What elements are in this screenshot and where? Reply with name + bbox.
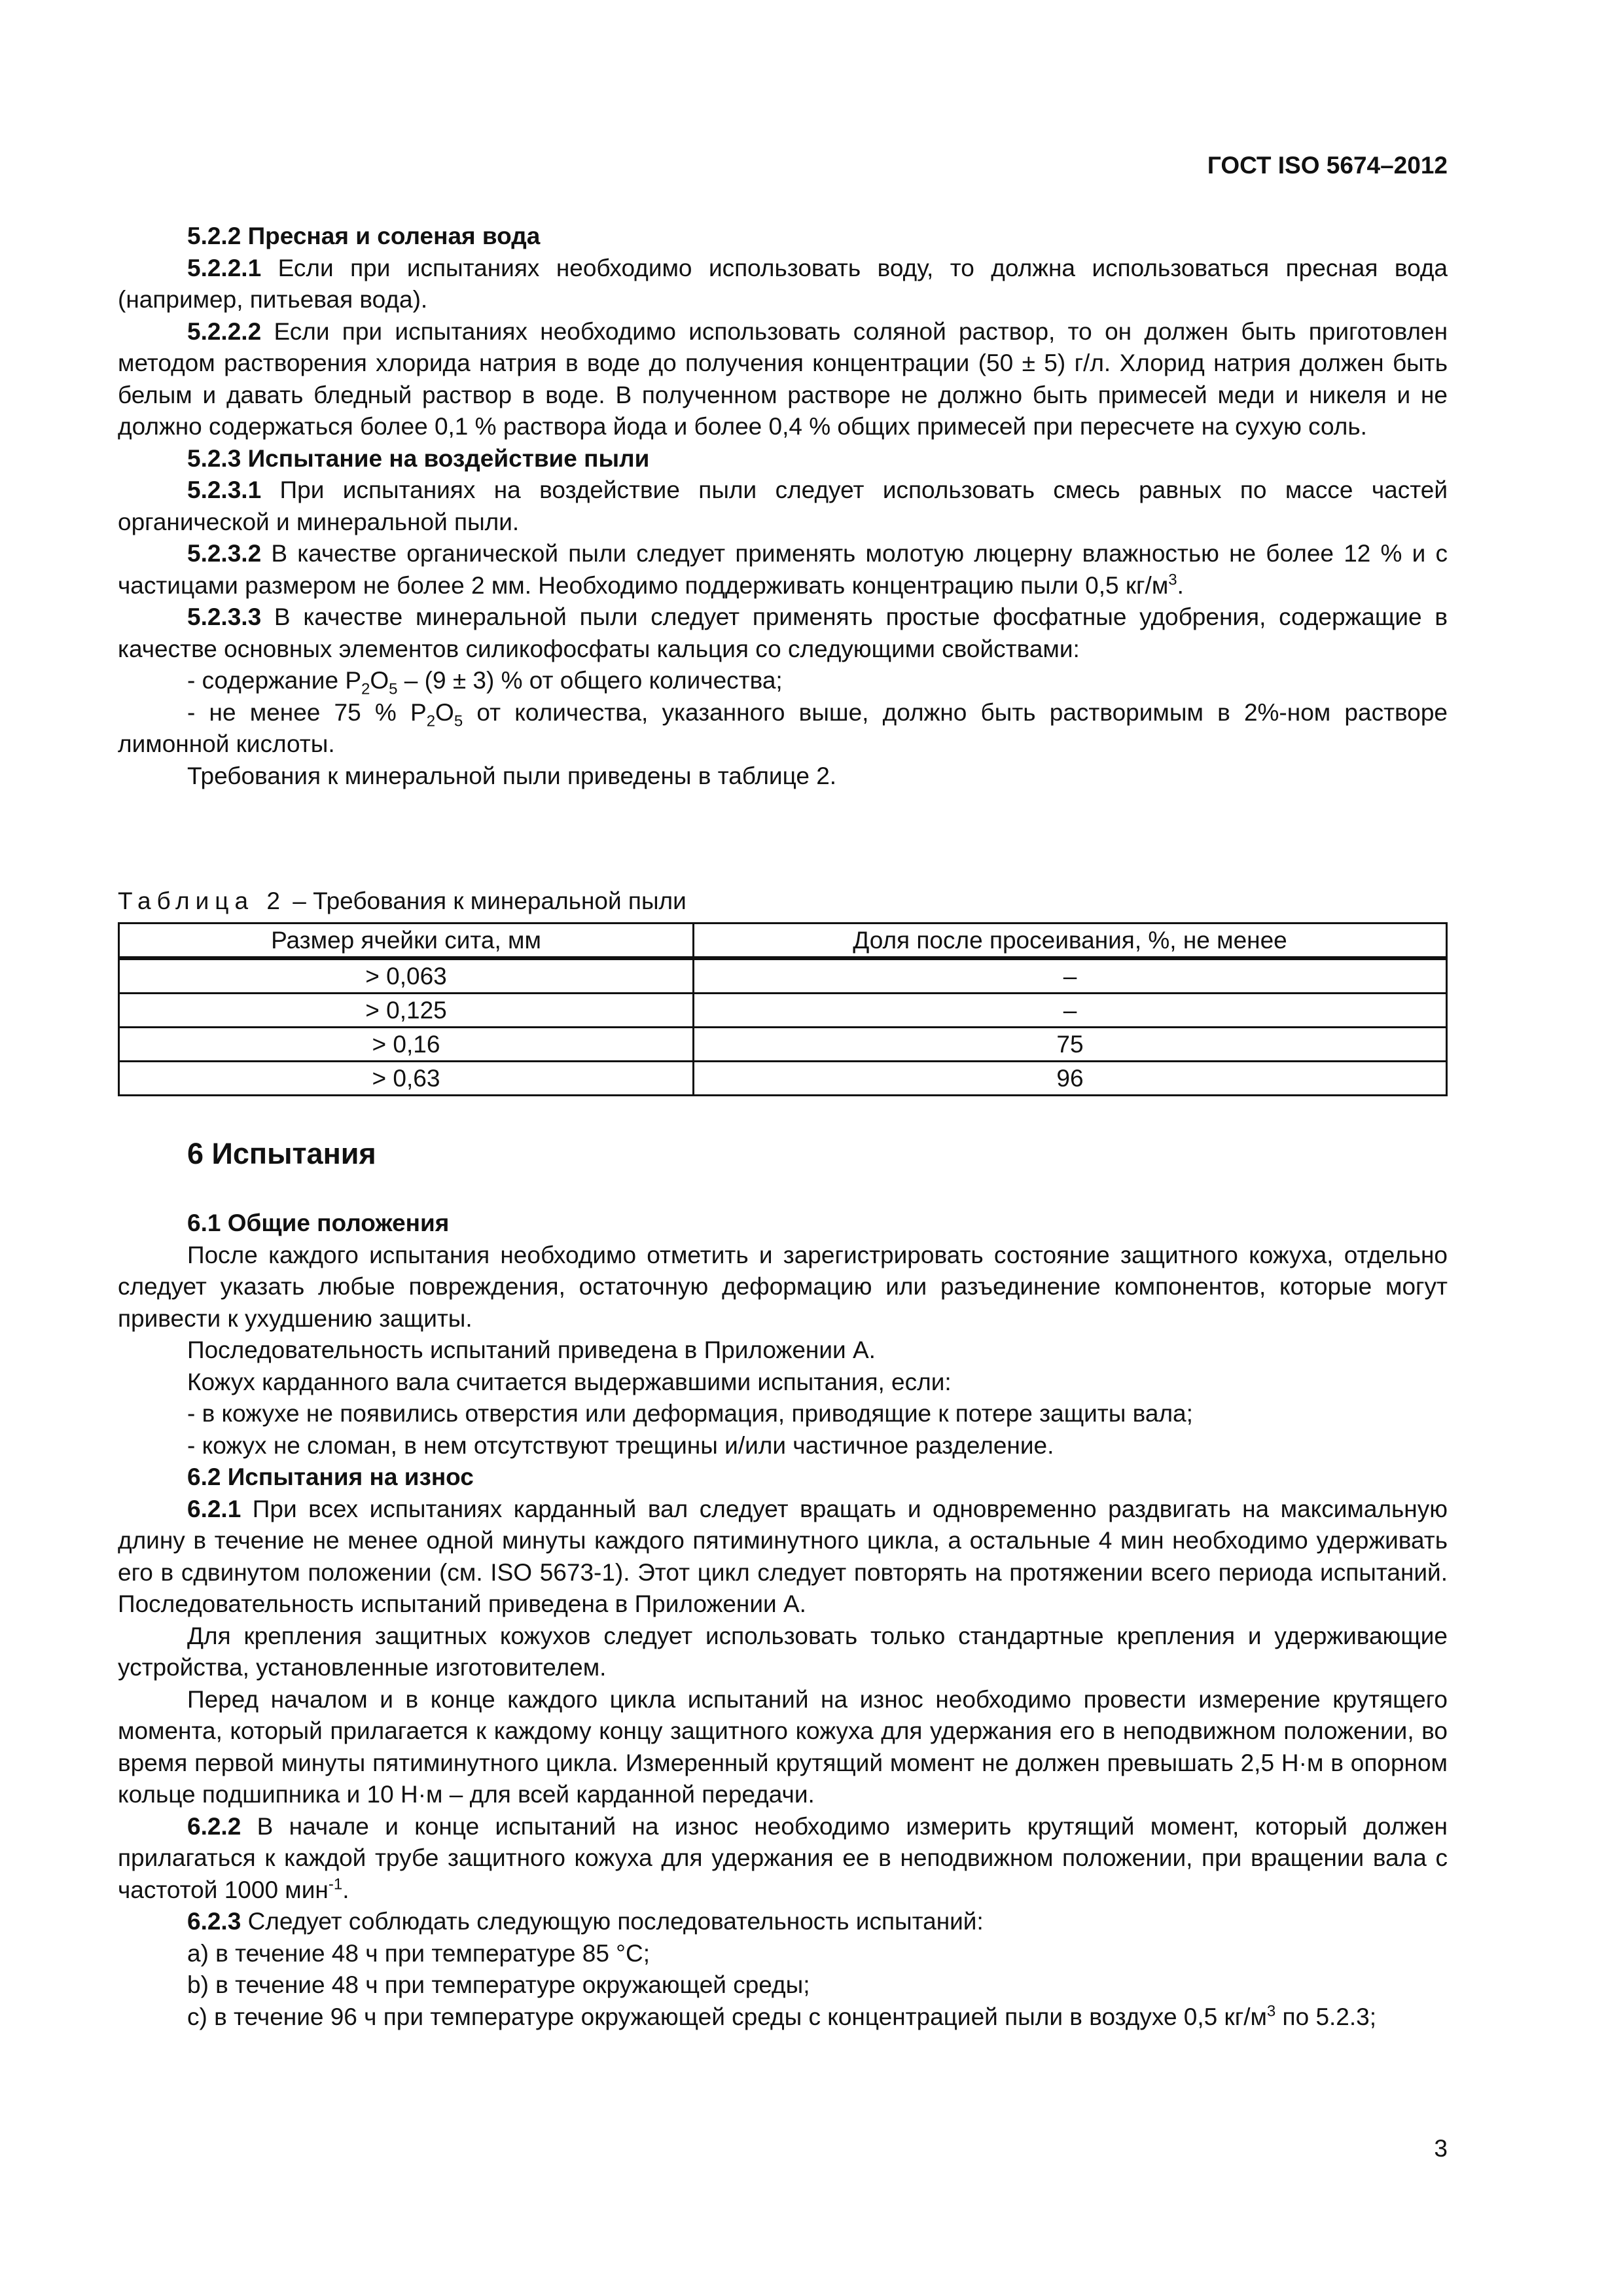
list-item-no-holes: - в кожухе не появились отверстия или деформация, приводящие к потере защиты вала; bbox=[187, 1400, 1193, 1427]
paragraph-6-2-1-torque: Перед началом и в конце каждого цикла испытаний на износ необходимо провести измерение крутящего момента, который прилагается к каждому концу защитного кожуха для удержания его в неподвижном положении, во время первой минуты пятиминутного цикла. Измеренный крутящий момент не должен превышать 2,5 Н·м в опорном кольце подшипника и 10 Н·м – для всей карданной передачи. bbox=[118, 1685, 1448, 1808]
table-row bbox=[119, 994, 1447, 1028]
page-number: 3 bbox=[1434, 2135, 1448, 2162]
paragraph-5-2-3-2: 5.2.3.2 В качестве органической пыли следует применять молотую люцерну влажностью не более 12 % и с частицами размером не более 2 мм. Необходимо поддерживать концентрацию пыли 0,5 $кг/м^3$. bbox=[118, 540, 1448, 599]
heading-6-2: 6.2 Испытания на износ bbox=[187, 1463, 474, 1490]
paragraph-5-2-2-1: 5.2.2.1 Если при испытаниях необходимо использовать воду, то должна использоваться пресная вода (например, питьевая вода). bbox=[118, 254, 1448, 313]
paragraph-6-2-3: 6.2.3 Следует соблюдать следующую последовательность испытаний: bbox=[187, 1908, 984, 1935]
paragraph-6-2-1: 6.2.1 При всех испытаниях карданный вал следует вращать и одновременно раздвигать на максимальную длину в течение не менее одной минуты каждого пятиминутного цикла, а остальные 4 мин необходимо удерживать его в сдвинутом положении (см. ISO 5673-1). Этот цикл следует повторять на протяжении всего периода испытаний. Последовательность испытаний приведена в Приложении А. bbox=[118, 1495, 1448, 1617]
paragraph-table-reference: Требования к минеральной пыли приведены в таблице 2. bbox=[187, 762, 837, 789]
list-item-b: b) в течение 48 ч при температуре окружающей среды; bbox=[187, 1971, 810, 1998]
table-cell: > 0,125 bbox=[119, 994, 694, 1028]
list-item-a: а) в течение 48 ч при температуре 85 °С; bbox=[187, 1939, 650, 1967]
list-item-c: с) в течение 96 ч при температуре окружающей среды с концентрацией пыли в воздухе 0,5 $кг/м^3$ по 5.2.3; bbox=[187, 2002, 1377, 2030]
paragraph-6-2-1-fastening: Для крепления защитных кожухов следует использовать только стандартные крепления и удерживающие устройства, установленные изготовителем. bbox=[118, 1622, 1448, 1681]
table-cell: – bbox=[694, 994, 1447, 1028]
table-cell: > 0,16 bbox=[119, 1028, 694, 1062]
table-cell: – bbox=[694, 958, 1447, 994]
table-cell: 96 bbox=[694, 1062, 1447, 1096]
table-header-cell: Размер ячейки сита, мм bbox=[119, 924, 694, 959]
table-cell: > 0,63 bbox=[119, 1062, 694, 1096]
paragraph-6-1-c: Кожух карданного вала считается выдержавшими испытания, если: bbox=[187, 1368, 952, 1395]
paragraph-5-2-3-3: 5.2.3.3 В качестве минеральной пыли следует применять простые фосфатные удобрения, содержащие в качестве основных элементов силикофосфаты кальция со следующими свойствами: bbox=[118, 603, 1448, 662]
list-item-not-broken: - кожух не сломан, в нем отсутствуют трещины и/или частичное разделение. bbox=[187, 1431, 1054, 1459]
paragraph-5-2-2-2: 5.2.2.2 Если при испытаниях необходимо использовать соляной раствор, то он должен быть приготовлен методом растворения хлорида натрия в воде до получения концентрации (50 ± 5) г/л. Хлорид натрия должен быть белым и давать бледный раствор в воде. В полученном растворе не должно быть примесей меди и никеля и не должно содержаться более 0,1 % раствора йода и более 0,4 % общих примесей при пересчете на сухую соль. bbox=[118, 317, 1448, 440]
heading-5-2-3: 5.2.3 Испытание на воздействие пыли bbox=[187, 444, 650, 472]
paragraph-6-1-a: После каждого испытания необходимо отметить и зарегистрировать состояние защитного кожуха, отдельно следует указать любые повреждения, остаточную деформацию или разъединение компонентов, которые могут привести к ухудшению защиты. bbox=[118, 1241, 1448, 1332]
heading-6-1: 6.1 Общие положения bbox=[187, 1210, 450, 1236]
mineral-dust-table bbox=[118, 922, 1448, 1096]
heading-5-2-2: 5.2.2 Пресная и соленая вода bbox=[187, 223, 541, 249]
section-5-2-2 bbox=[118, 221, 1448, 792]
table-row bbox=[119, 958, 1447, 994]
section-6 bbox=[118, 1208, 1448, 2033]
table-cell: 75 bbox=[694, 1028, 1447, 1062]
table-cell: > 0,063 bbox=[119, 958, 694, 994]
section-6-title: 6 Испытания bbox=[187, 1137, 376, 1170]
table-row bbox=[119, 1062, 1447, 1096]
paragraph-6-2-2: 6.2.2 В начале и конце испытаний на износ необходимо измерить крутящий момент, который должен прилагаться к каждой трубе защитного кожуха для удержания ее в неподвижном положении, при вращении вала с частотой 1000 мин$^{-1}$. bbox=[118, 1812, 1448, 1903]
table-header-row bbox=[119, 924, 1447, 959]
list-item-p2o5-content: - содержание $P_2O_5 - (9 \pm 3)$ % от общего количества; bbox=[187, 667, 783, 698]
list-item-p2o5-soluble: - не менее 75 % $P_2O_5$ от количества, указанного выше, должно быть растворимым в 2%-ном растворе лимонной кислоты. bbox=[118, 698, 1448, 757]
table-row bbox=[119, 1028, 1447, 1062]
paragraph-5-2-3-1: 5.2.3.1 При испытаниях на воздействие пыли следует использовать смесь равных по массе частей органической и минеральной пыли. bbox=[118, 476, 1448, 535]
table-header-cell: Доля после просеивания, %, не менее bbox=[694, 924, 1447, 959]
document-page bbox=[118, 0, 1448, 2296]
document-header: ГОСТ ISO 5674–2012 bbox=[1207, 152, 1448, 179]
paragraph-6-1-b: Последовательность испытаний приведена в Приложении А. bbox=[187, 1336, 876, 1363]
table-caption: Таблица 2 – Требования к минеральной пыли bbox=[118, 888, 687, 914]
